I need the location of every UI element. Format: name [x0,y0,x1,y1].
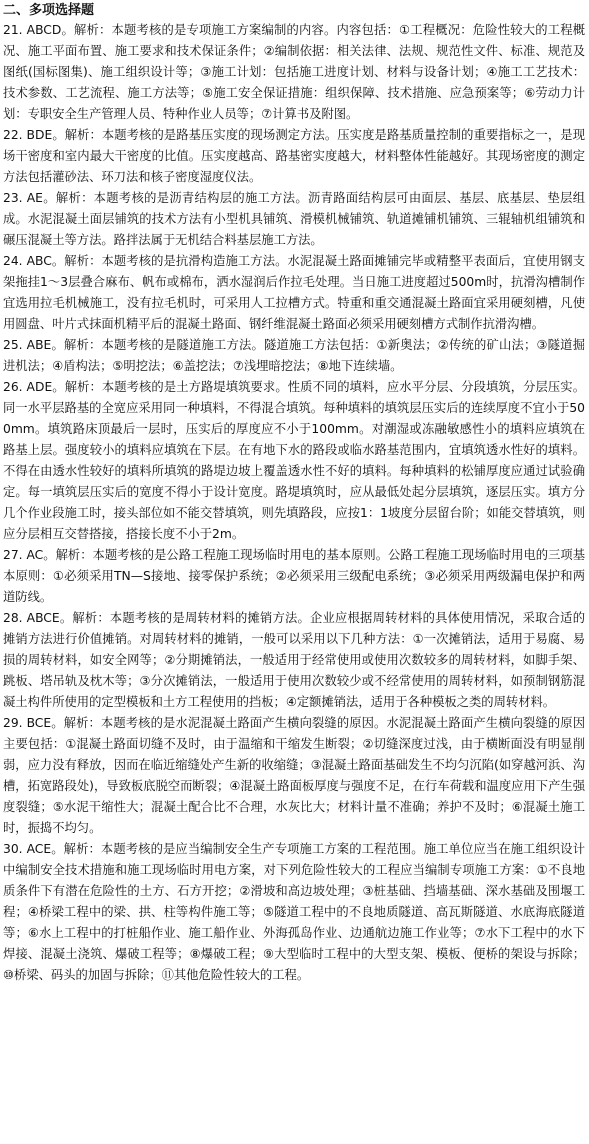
answer-28: 28. ABCE。解析：本题考核的是周转材料的摊销方法。企业应根据周转材料的具体使用情况，采取合适的摊销方法进行价值摊销。对周转材料的摊销，一般可以采用以下几种方法：①一次摊销法，适用于易腐、易损的周转材料，如安全网等；②分期摊销法，一般适用于经常使用或使用次数较多的周转材料，如脚手架、跳板、塔吊轨及枕木等；③分次摊销法，一般适用于使用次数较少或不经常使用的周转材料，如预制钢筋混凝土构件所使用的定型模板和土方工程使用的挡板；④定额摊销法，适用于各种模板之类的周转材料。 [3,611,585,709]
answer-29: 29. BCE。解析：本题考核的是水泥混凝土路面产生横向裂缝的原因。水泥混凝土路面产生横向裂缝的原因主要包括：①混凝土路面切缝不及时，由于温缩和干缩发生断裂；②切缝深度过浅，由于横断面没有明显削弱，应力没有释放，因而在临近缩缝处产生新的收缩缝；③混凝土路面基础发生不均匀沉陷(如穿越河浜、沟槽，拓宽路段处)，导致板底脱空而断裂；④混凝土路面板厚度与强度不足，在行车荷载和温度应用下产生强度裂缝；⑤水泥干缩性大；混凝土配合比不合理，水灰比大；材料计量不准确；养护不及时；⑥混凝土施工时，振捣不均匀。 [3,716,585,835]
answer-25: 25. ABE。解析：本题考核的是隧道施工方法。隧道施工方法包括：①新奥法；②传统的矿山法；③隧道掘进机法；④盾构法；⑤明挖法；⑥盖挖法；⑦浅埋暗挖法；⑧地下连续墙。 [3,338,585,373]
answer-27: 27. AC。解析：本题考核的是公路工程施工现场临时用电的基本原则。公路工程施工现场临时用电的三项基本原则：①必须采用TN—S接地、接零保护系统；②必须采用三级配电系统；③必须采用两级漏电保护和两道防线。 [3,548,585,604]
answer-24: 24. ABC。解析：本题考核的是抗滑构造施工方法。水泥混凝土路面摊铺完毕或精整平表面后，宜使用钢支架拖挂1～3层叠合麻布、帆布或棉布，洒水湿润后作拉毛处理。当日施工进度超过500m时，抗滑沟槽制作宜选用拉毛机械施工，没有拉毛机时，可采用人工拉槽方式。特重和重交通混凝土路面宜采用硬刻槽，凡使用圆盘、叶片式抹面机精平后的混凝土路面、钢纤维混凝土路面必须采用硬刻槽方式制作抗滑沟槽。 [3,254,585,331]
answer-26: 26. ADE。解析：本题考核的是土方路堤填筑要求。性质不同的填料，应水平分层、分段填筑，分层压实。同一水平层路基的全宽应采用同一种填料，不得混合填筑。每种填料的填筑层压实后的连续厚度不宜小于500mm。填筑路床顶最后一层时，压实后的厚度应不小于100mm。对潮湿或冻融敏感性小的填料应填筑在路基上层。强度较小的填料应填筑在下层。在有地下水的路段或临水路基范围内，宜填筑透水性好的填料。不得在由透水性较好的填料所填筑的路堤边坡上覆盖透水性不好的填料。每种填料的松铺厚度应通过试验确定。每一填筑层压实后的宽度不得小于设计宽度。路堤填筑时，应从最低处起分层填筑，逐层压实。填方分几个作业段施工时，接头部位如不能交替填筑，则先填路段，应按1：1坡度分层留台阶；如能交替填筑，则应分层相互交替搭接，搭接长度不小于2m。 [3,380,585,541]
answer-30: 30. ACE。解析：本题考核的是应当编制安全生产专项施工方案的工程范围。施工单位应当在施工组织设计中编制安全技术措施和施工现场临时用电方案，对下列危险性较大的工程应当编制专项施工方案：①不良地质条件下有潜在危险性的土方、石方开挖；②滑坡和高边坡处理；③桩基础、挡墙基础、深水基础及围堰工程；④桥梁工程中的梁、拱、柱等构件施工等；⑤隧道工程中的不良地质隧道、高瓦斯隧道、水底海底隧道等；⑥水上工程中的打桩船作业、施工船作业、外海孤岛作业、边通航边施工作业等；⑦水下工程中的水下焊接、混凝土浇筑、爆破工程等；⑧爆破工程；⑨大型临时工程中的大型支架、模板、便桥的架设与拆除；⑩桥梁、码头的加固与拆除；⑪其他危险性较大的工程。 [3,842,585,982]
answer-21: 21. ABCD。解析：本题考核的是专项施工方案编制的内容。内容包括：①工程概况：危险性较大的工程概况、施工平面布置、施工要求和技术保证条件；②编制依据：相关法律、法规、规范性文件、标准、规范及图纸(国标图集)、施工组织设计等；③施工计划：包括施工进度计划、材料与设备计划；④施工工艺技术：技术参数、工艺流程、施工方法等；⑤施工安全保证措施：组织保障、技术措施、应急预案等；⑥劳动力计划：专职安全生产管理人员、特种作业人员等；⑦计算书及附图。 [3,23,585,121]
answer-22: 22. BDE。解析：本题考核的是路基压实度的现场测定方法。压实度是路基质量控制的重要指标之一，是现场干密度和室内最大干密度的比值。压实度越高、路基密实度越大，材料整体性能越好。其现场密度的测定方法包括灌砂法、环刀法和核子密度湿度仪法。 [3,128,585,184]
answer-23: 23. AE。解析：本题考核的是沥青结构层的施工方法。沥青路面结构层可由面层、基层、底基层、垫层组成。水泥混凝土面层铺筑的技术方法有小型机具铺筑、滑模机械铺筑、轨道摊铺机铺筑、三辊轴机组铺筑和碾压混凝土等方法。路拌法属于无机结合料基层施工方法。 [3,191,585,247]
section-title: 二、多项选择题 [3,3,95,18]
